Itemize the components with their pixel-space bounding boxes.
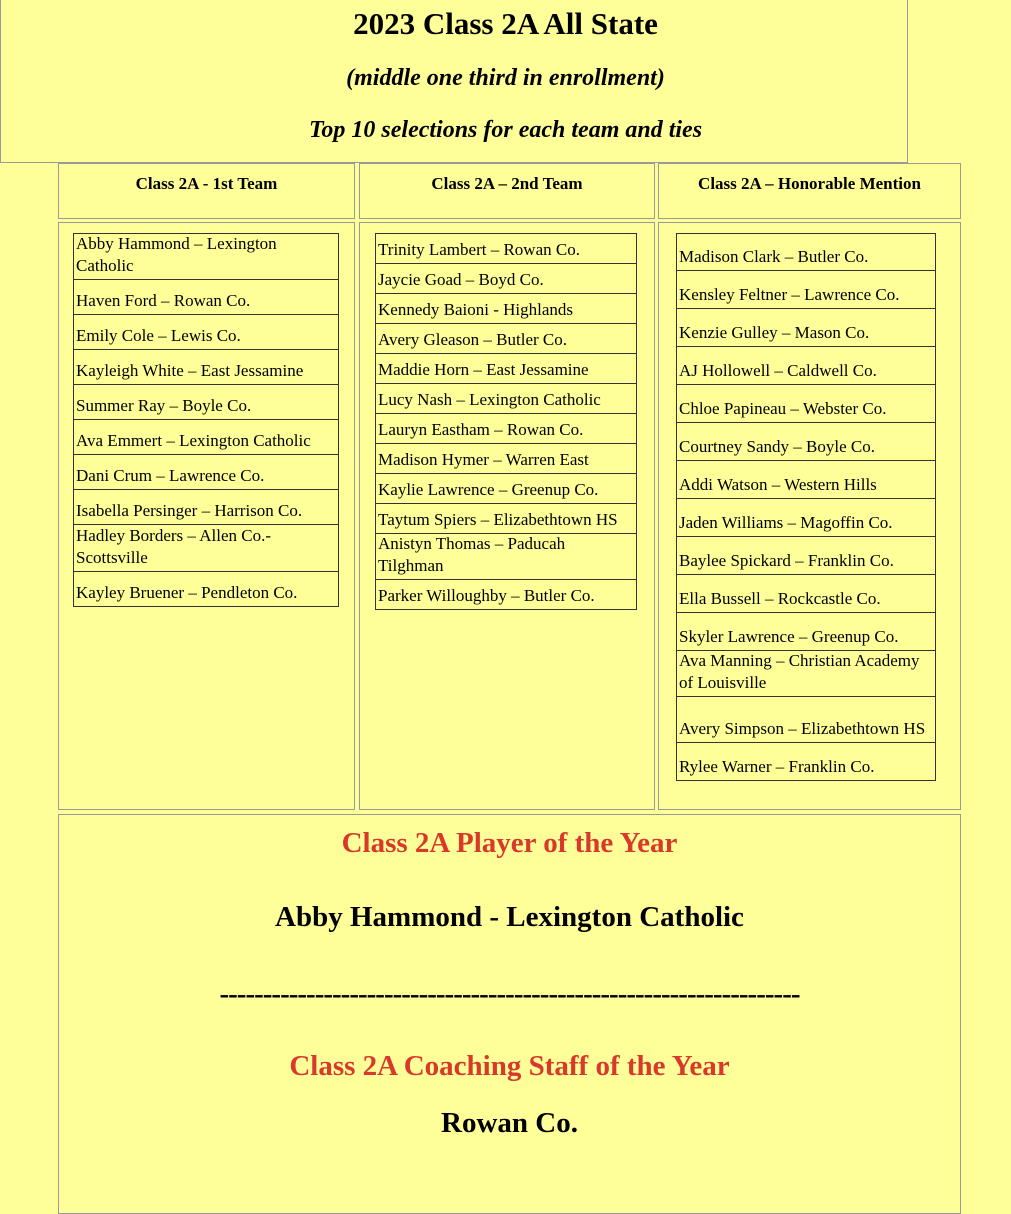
- player-of-year-heading: Class 2A Player of the Year: [341, 827, 678, 859]
- list-item: Kayleigh White – East Jessamine: [73, 350, 339, 385]
- list-item: Haven Ford – Rowan Co.: [73, 280, 339, 315]
- honorable-mention-list: [676, 233, 936, 781]
- coaching-staff-heading: Class 2A Coaching Staff of the Year: [289, 1050, 730, 1082]
- page-subtitle: (middle one third in enrollment): [346, 65, 665, 91]
- list-item: Maddie Horn – East Jessamine: [375, 354, 637, 384]
- list-item: Kensley Feltner – Lawrence Co.: [676, 271, 936, 309]
- list-item: Trinity Lambert – Rowan Co.: [375, 233, 637, 264]
- list-item: Lucy Nash – Lexington Catholic: [375, 384, 637, 414]
- list-item: Kaylie Lawrence – Greenup Co.: [375, 474, 637, 504]
- list-item: Parker Willoughby – Butler Co.: [375, 580, 637, 610]
- list-item: Kennedy Baioni - Highlands: [375, 294, 637, 324]
- divider: -------------------------------------------------------------------: [219, 978, 800, 1010]
- list-item: Summer Ray – Boyle Co.: [73, 385, 339, 420]
- list-item: Anistyn Thomas – Paducah Tilghman: [375, 534, 637, 580]
- list-item: Isabella Persinger – Harrison Co.: [73, 490, 339, 525]
- second-team-heading: Class 2A – 2nd Team: [359, 163, 655, 219]
- list-item: Kayley Bruener – Pendleton Co.: [73, 572, 339, 607]
- list-item: Abby Hammond – Lexington Catholic: [73, 233, 339, 280]
- first-team-list: [73, 233, 339, 607]
- list-item: Jaden Williams – Magoffin Co.: [676, 499, 936, 537]
- page-title: 2023 Class 2A All State: [353, 6, 658, 41]
- list-item: Rylee Warner – Franklin Co.: [676, 743, 936, 781]
- honorable-mention-heading: Class 2A – Honorable Mention: [658, 163, 961, 219]
- coaching-staff-name: Rowan Co.: [441, 1107, 578, 1139]
- list-item: Courtney Sandy – Boyle Co.: [676, 423, 936, 461]
- player-of-year-name: Abby Hammond - Lexington Catholic: [275, 901, 744, 933]
- first-team-heading: Class 2A - 1st Team: [58, 163, 355, 219]
- list-item: Avery Gleason – Butler Co.: [375, 324, 637, 354]
- list-item: Lauryn Eastham – Rowan Co.: [375, 414, 637, 444]
- list-item: Taytum Spiers – Elizabethtown HS: [375, 504, 637, 534]
- list-item: Madison Clark – Butler Co.: [676, 233, 936, 271]
- list-item: AJ Hollowell – Caldwell Co.: [676, 347, 936, 385]
- list-item: Emily Cole – Lewis Co.: [73, 315, 339, 350]
- list-item: Kenzie Gulley – Mason Co.: [676, 309, 936, 347]
- list-item: Madison Hymer – Warren East: [375, 444, 637, 474]
- list-item: Baylee Spickard – Franklin Co.: [676, 537, 936, 575]
- list-item: Ella Bussell – Rockcastle Co.: [676, 575, 936, 613]
- list-item: Addi Watson – Western Hills: [676, 461, 936, 499]
- title-section: [0, 0, 908, 163]
- list-item: Hadley Borders – Allen Co.-Scottsville: [73, 525, 339, 572]
- selection-note: Top 10 selections for each team and ties: [308, 117, 703, 143]
- list-item: Jaycie Goad – Boyd Co.: [375, 264, 637, 294]
- list-item: Chloe Papineau – Webster Co.: [676, 385, 936, 423]
- awards-section: [58, 814, 961, 1214]
- list-item: Ava Manning – Christian Academy of Louisville: [676, 651, 936, 697]
- list-item: Skyler Lawrence – Greenup Co.: [676, 613, 936, 651]
- list-item: Ava Emmert – Lexington Catholic: [73, 420, 339, 455]
- second-team-list: [375, 233, 637, 610]
- list-item: Avery Simpson – Elizabethtown HS: [676, 697, 936, 743]
- list-item: Dani Crum – Lawrence Co.: [73, 455, 339, 490]
